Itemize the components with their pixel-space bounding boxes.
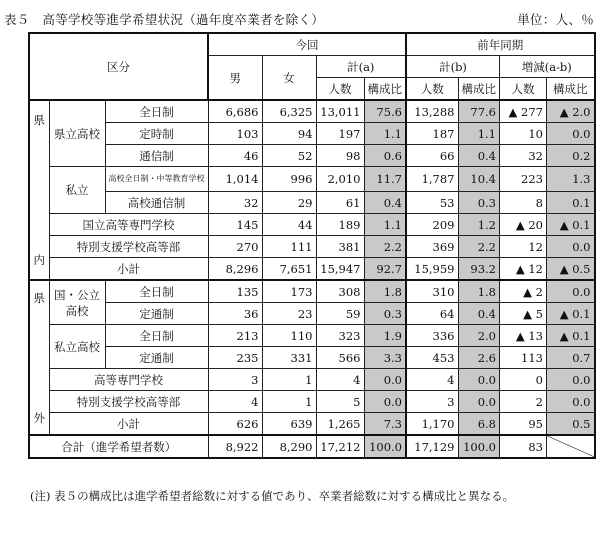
group-shiritsu: 私立: [49, 167, 105, 214]
table-footnote: (注) 表５の構成比は進学希望者総数に対する値であり、卒業者総数に対する構成比と異なる。: [30, 489, 515, 503]
group-kennai: 県 内: [29, 100, 49, 280]
group-shiritsu-out: 私立高校: [49, 325, 105, 369]
group-kenritsu: 県立高校: [49, 100, 105, 167]
row-label: 小計: [49, 413, 208, 436]
row-label: 全日制: [105, 100, 208, 123]
header-kouseihi: 構成比: [364, 78, 406, 101]
row-label: 小計: [49, 258, 208, 281]
row-label: 全日制: [105, 280, 208, 303]
table-row: 高等専門学校 3 1 4 0.0 4 0.0 0 0.0: [29, 369, 595, 391]
header-ninzu: 人数: [406, 78, 458, 101]
group-kengai: 県 外: [29, 280, 49, 435]
advancement-table: [28, 32, 596, 459]
header-kubun: 区分: [29, 33, 208, 100]
row-label: 合計（進学希望者数）: [29, 435, 208, 458]
row-label: 全日制: [105, 325, 208, 347]
header-kei-b: 計(b): [406, 56, 500, 78]
row-label: 定通制: [105, 347, 208, 369]
row-label: 定時制: [105, 123, 208, 145]
table-row: 定通制 235 331 566 3.3 453 2.6 113 0.7: [29, 347, 595, 369]
row-label: 高校全日制・中等教育学校: [105, 167, 208, 192]
row-label: 特別支援学校高等部: [49, 236, 208, 258]
header-male: 男: [208, 56, 262, 101]
table-row: 私立高校 全日制 213 110 323 1.9 336 2.0 ▲ 13 ▲ 0.1: [29, 325, 595, 347]
row-label: 国立高等専門学校: [49, 214, 208, 236]
row-label: 高校通信制: [105, 192, 208, 214]
row-label: 高等専門学校: [49, 369, 208, 391]
row-label: 定通制: [105, 303, 208, 325]
header-female: 女: [262, 56, 316, 101]
subtotal-row: 小計 626 639 1,265 7.3 1,170 6.8 95 0.5: [29, 413, 595, 436]
header-kei-a: 計(a): [316, 56, 406, 78]
group-kokkou: 国・公立 高校: [49, 280, 105, 325]
row-label: 通信制: [105, 145, 208, 167]
table-row: 定通制 36 23 59 0.3 64 0.4 ▲ 5 ▲ 0.1: [29, 303, 595, 325]
total-row: 合計（進学希望者数） 8,922 8,290 17,212 100.0 17,129 100.0 83: [29, 435, 595, 458]
unit-label: 単位：人、％: [517, 12, 594, 27]
table-row: 私立 高校全日制・中等教育学校 1,014 996 2,010 11.7 1,787 10.4 223 1.3: [29, 167, 595, 192]
table-row: 特別支援学校高等部 270 111 381 2.2 369 2.2 12 0.0: [29, 236, 595, 258]
table-row: 特別支援学校高等部 4 1 5 0.0 3 0.0 2 0.0: [29, 391, 595, 413]
table-row: 通信制 46 52 98 0.6 66 0.4 32 0.2: [29, 145, 595, 167]
header-zennen: 前年同期: [406, 33, 595, 56]
header-row-1: [29, 33, 595, 56]
table-row: 高校通信制 32 29 61 0.4 53 0.3 8 0.1: [29, 192, 595, 214]
row-label: 特別支援学校高等部: [49, 391, 208, 413]
table-row: 国立高等専門学校 145 44 189 1.1 209 1.2 ▲ 20 ▲ 0.1: [29, 214, 595, 236]
table-caption: [4, 6, 594, 28]
table-row: 県 内 県立高校 全日制 6,686 6,325 13,011 75.6 13,288 77.6 ▲ 277 ▲ 2.0: [29, 100, 595, 123]
header-kouseihi: 構成比: [547, 78, 595, 101]
table-row: 県 外 国・公立 高校 全日制 135 173 308 1.8 310 1.8 ▲ 2 0.0: [29, 280, 595, 303]
diagonal-empty-cell: [547, 435, 595, 458]
header-kouseihi: 構成比: [458, 78, 500, 101]
header-zougen: 増減(a-b): [500, 56, 595, 78]
table-row: 定時制 103 94 197 1.1 187 1.1 10 0.0: [29, 123, 595, 145]
header-ninzu: 人数: [316, 78, 364, 101]
header-ninzu: 人数: [500, 78, 547, 101]
header-konkai: 今回: [208, 33, 406, 56]
table-title: 表５ 高等学校等進学希望状況（過年度卒業者を除く）: [4, 12, 325, 27]
subtotal-row: 小計 8,296 7,651 15,947 92.7 15,959 93.2 ▲ 12 ▲ 0.5: [29, 258, 595, 281]
